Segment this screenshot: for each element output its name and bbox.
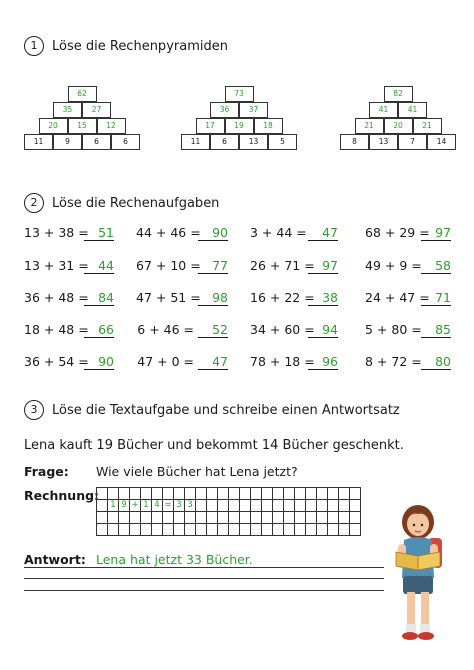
equation-answer[interactable]: 94 <box>308 322 338 338</box>
equation-lhs: 6 + 46 = <box>137 322 194 337</box>
grid-cell[interactable]: 1 <box>107 499 119 512</box>
pyramid-base-cell: 13 <box>239 134 268 150</box>
pyramid-base-cell: 11 <box>181 134 210 150</box>
pyramid-answer-cell[interactable]: 36 <box>210 102 239 118</box>
rechnung-label: Rechnung: <box>24 488 100 503</box>
pyramid-answer-cell[interactable]: 12 <box>97 118 126 134</box>
equation-lhs: 36 + 54 = <box>24 354 89 369</box>
pyramid-base-cell: 14 <box>427 134 456 150</box>
equation-lhs: 13 + 38 = <box>24 225 89 240</box>
pyramid-answer-cell[interactable]: 41 <box>369 102 398 118</box>
equation-answer[interactable]: 90 <box>198 225 228 241</box>
equation-lhs: 68 + 29 = <box>365 225 430 240</box>
equation-answer[interactable]: 80 <box>421 354 451 370</box>
equation-answer[interactable]: 52 <box>198 322 228 338</box>
equation-lhs: 18 + 48 = <box>24 322 89 337</box>
equation-lhs: 5 + 80 = <box>365 322 422 337</box>
equation-answer[interactable]: 77 <box>198 258 228 274</box>
equation-lhs: 3 + 44 = <box>250 225 307 240</box>
section-1-title: Löse die Rechenpyramiden <box>52 39 228 54</box>
pyramid-base-cell: 7 <box>398 134 427 150</box>
pyramid-base-cell: 8 <box>340 134 369 150</box>
section-1-number: 1 <box>24 36 44 56</box>
section-2-title: Löse die Rechenaufgaben <box>52 196 220 211</box>
equation-answer[interactable]: 47 <box>198 354 228 370</box>
pyramid-answer-cell[interactable]: 20 <box>384 118 413 134</box>
pyramid-base-cell: 5 <box>268 134 297 150</box>
section-2-number: 2 <box>24 193 44 213</box>
equation-answer[interactable]: 44 <box>84 258 114 274</box>
equation-answer[interactable]: 90 <box>84 354 114 370</box>
grid-cell[interactable]: 4 <box>151 499 163 512</box>
equation-lhs: 47 + 51 = <box>136 290 201 305</box>
girl-reading-illustration <box>388 500 450 650</box>
equation-lhs: 44 + 46 = <box>136 225 201 240</box>
pyramid-base-cell: 13 <box>369 134 398 150</box>
pyramid-answer-cell[interactable]: 21 <box>413 118 442 134</box>
pyramid-answer-cell[interactable]: 35 <box>53 102 82 118</box>
pyramid-answer-cell[interactable]: 17 <box>196 118 225 134</box>
equation-lhs: 13 + 31 = <box>24 258 89 273</box>
pyramid-answer-cell[interactable]: 15 <box>68 118 97 134</box>
equation-lhs: 36 + 48 = <box>24 290 89 305</box>
equation-answer[interactable]: 58 <box>421 258 451 274</box>
equation-answer[interactable]: 47 <box>308 225 338 241</box>
grid-cell[interactable]: 3 <box>184 499 196 512</box>
equation-answer[interactable]: 51 <box>84 225 114 241</box>
equation-lhs: 16 + 22 = <box>250 290 315 305</box>
equation-answer[interactable]: 71 <box>421 290 451 306</box>
pyramid-answer-cell[interactable]: 82 <box>384 86 413 102</box>
pyramid-answer-cell[interactable]: 27 <box>82 102 111 118</box>
equation-lhs: 34 + 60 = <box>250 322 315 337</box>
grid-cell[interactable]: + <box>129 499 141 512</box>
equation-answer[interactable]: 85 <box>421 322 451 338</box>
equation-lhs: 78 + 18 = <box>250 354 315 369</box>
equation-lhs: 67 + 10 = <box>136 258 201 273</box>
pyramid-answer-cell[interactable]: 20 <box>39 118 68 134</box>
grid-cell[interactable]: 1 <box>140 499 152 512</box>
frage-label: Frage: <box>24 464 69 479</box>
pyramid-base-cell: 6 <box>82 134 111 150</box>
grid-cell[interactable]: 9 <box>118 499 130 512</box>
equation-answer[interactable]: 38 <box>308 290 338 306</box>
equation-lhs: 8 + 72 = <box>365 354 422 369</box>
answer-line-1 <box>24 567 384 568</box>
equation-answer[interactable]: 84 <box>84 290 114 306</box>
antwort-label: Antwort: <box>24 552 86 567</box>
frage-text: Wie viele Bücher hat Lena jetzt? <box>96 464 298 479</box>
section-3-number: 3 <box>24 400 44 420</box>
section-3-title: Löse die Textaufgabe und schreibe einen Antwortsatz <box>52 403 400 418</box>
pyramid-base-cell: 6 <box>210 134 239 150</box>
equation-lhs: 26 + 71 = <box>250 258 315 273</box>
grid-cell[interactable]: = <box>162 499 174 512</box>
grid-cell[interactable] <box>349 523 361 536</box>
pyramid-answer-cell[interactable]: 41 <box>398 102 427 118</box>
equation-lhs: 24 + 47 = <box>365 290 430 305</box>
pyramid-answer-cell[interactable]: 19 <box>225 118 254 134</box>
equation-answer[interactable]: 97 <box>421 225 451 241</box>
pyramid-answer-cell[interactable]: 37 <box>239 102 268 118</box>
grid-cell[interactable]: 3 <box>173 499 185 512</box>
pyramid-base-cell: 6 <box>111 134 140 150</box>
pyramid-answer-cell[interactable]: 73 <box>225 86 254 102</box>
equation-answer[interactable]: 97 <box>308 258 338 274</box>
answer-line-3 <box>24 590 384 591</box>
equation-lhs: 47 + 0 = <box>137 354 194 369</box>
pyramid-answer-cell[interactable]: 21 <box>355 118 384 134</box>
pyramid-base-cell: 9 <box>53 134 82 150</box>
equation-answer[interactable]: 66 <box>84 322 114 338</box>
answer-line-2 <box>24 578 384 579</box>
equation-answer[interactable]: 98 <box>198 290 228 306</box>
task-statement: Lena kauft 19 Bücher und bekommt 14 Bücher geschenkt. <box>24 438 404 453</box>
pyramid-answer-cell[interactable]: 62 <box>68 86 97 102</box>
equation-lhs: 49 + 9 = <box>365 258 422 273</box>
pyramid-base-cell: 11 <box>24 134 53 150</box>
equation-answer[interactable]: 96 <box>308 354 338 370</box>
pyramid-answer-cell[interactable]: 18 <box>254 118 283 134</box>
antwort-text: Lena hat jetzt 33 Bücher. <box>96 552 253 567</box>
